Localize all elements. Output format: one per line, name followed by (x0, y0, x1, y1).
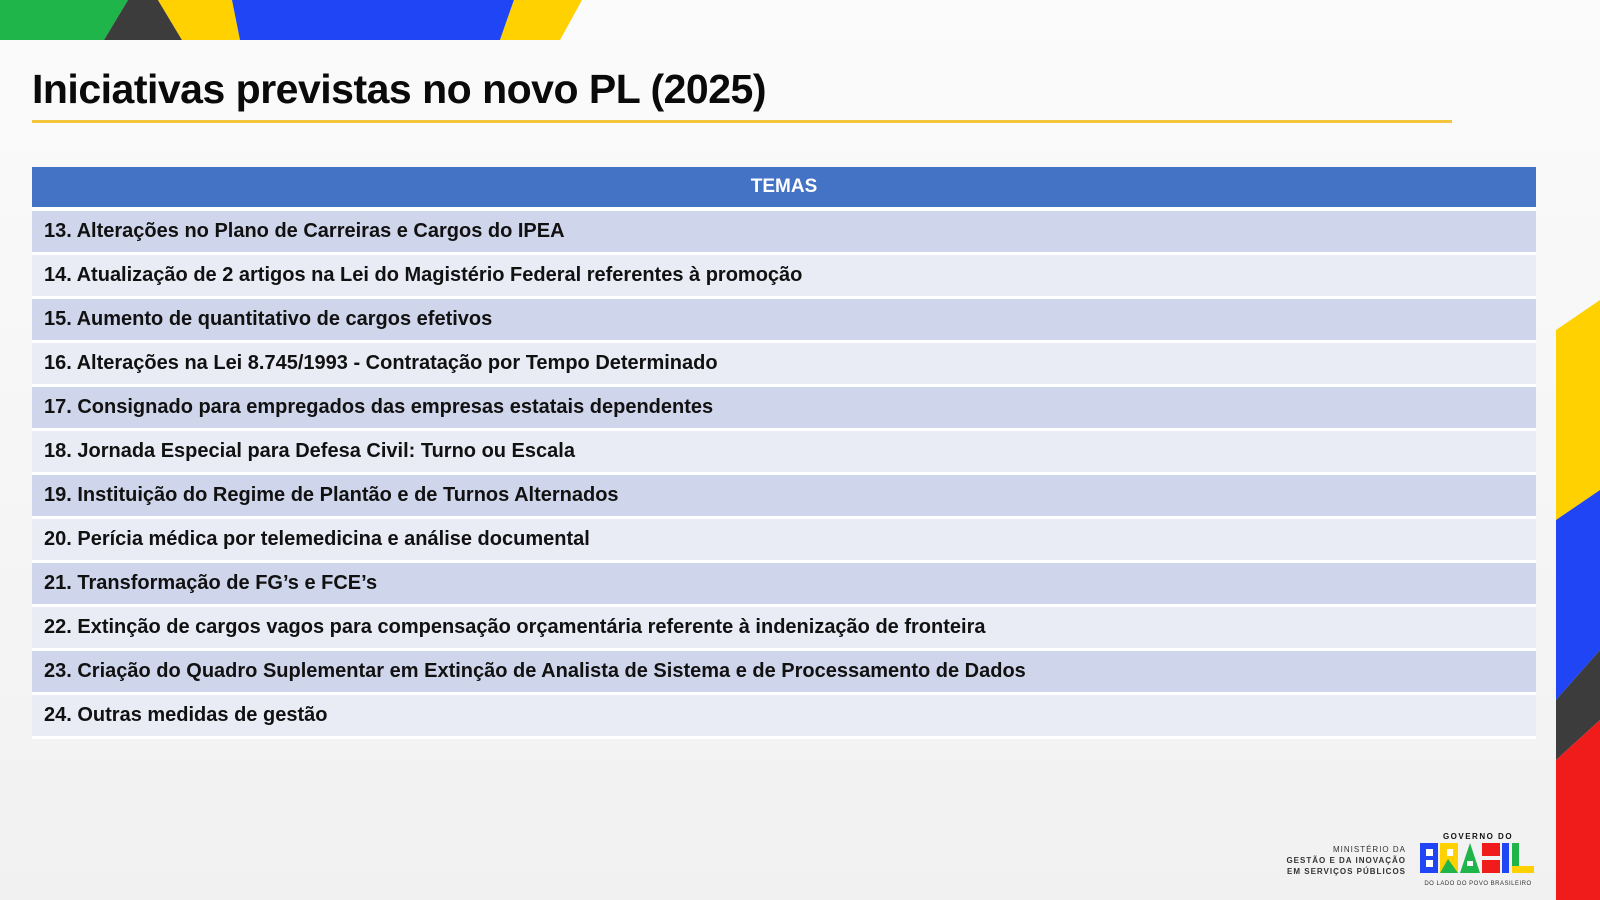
table-cell: 15. Aumento de quantitativo de cargos efetivos (32, 299, 1536, 343)
ministry-label (1270, 844, 1406, 877)
table-row (32, 651, 1536, 695)
table-cell: 18. Jornada Especial para Defesa Civil: Turno ou Escala (32, 431, 1536, 475)
brasil-wordmark-icon (1418, 841, 1538, 875)
table-cell: 23. Criação do Quadro Suplementar em Extinção de Analista de Sistema e de Processamento de Dados (32, 651, 1536, 695)
table-row (32, 299, 1536, 343)
themes-table (32, 167, 1536, 739)
table-cell: 17. Consignado para empregados das empresas estatais dependentes (32, 387, 1536, 431)
title-underline (32, 120, 1452, 123)
side-color-band (1556, 300, 1600, 900)
table-cell: 21. Transformação de FG’s e FCE’s (32, 563, 1536, 607)
table-row (32, 607, 1536, 651)
table-row (32, 387, 1536, 431)
table-cell: 13. Alterações no Plano de Carreiras e Cargos do IPEA (32, 211, 1536, 255)
governo-do-brasil-logo (1418, 832, 1538, 888)
table-cell: 22. Extinção de cargos vagos para compensação orçamentária referente à indenização de fronteira (32, 607, 1536, 651)
gov-logo-top-text: GOVERNO DO (1442, 832, 1514, 841)
table-row (32, 563, 1536, 607)
table-row (32, 519, 1536, 563)
table-row (32, 475, 1536, 519)
table-row (32, 343, 1536, 387)
table-row (32, 211, 1536, 255)
gov-logo-tagline: DO LADO DO POVO BRASILEIRO (1424, 881, 1532, 887)
table-cell: 14. Atualização de 2 artigos na Lei do Magistério Federal referentes à promoção (32, 255, 1536, 299)
ministry-line: GESTÃO E DA INOVAÇÃO (1286, 856, 1406, 865)
table-row (32, 255, 1536, 299)
table-cell: 16. Alterações na Lei 8.745/1993 - Contratação por Tempo Determinado (32, 343, 1536, 387)
slide-title: Iniciativas previstas no novo PL (2025) (32, 66, 766, 112)
ministry-line: EM SERVIÇOS PÚBLICOS (1287, 867, 1406, 876)
table-header-row (32, 167, 1536, 211)
table-row (32, 695, 1536, 739)
table-cell: 19. Instituição do Regime de Plantão e de Turnos Alternados (32, 475, 1536, 519)
table-header: TEMAS (32, 167, 1536, 211)
top-color-band (0, 0, 600, 42)
table-cell: 20. Perícia médica por telemedicina e análise documental (32, 519, 1536, 563)
ministry-line: MINISTÉRIO DA (1332, 845, 1406, 854)
table-row (32, 431, 1536, 475)
table-cell: 24. Outras medidas de gestão (32, 695, 1536, 739)
